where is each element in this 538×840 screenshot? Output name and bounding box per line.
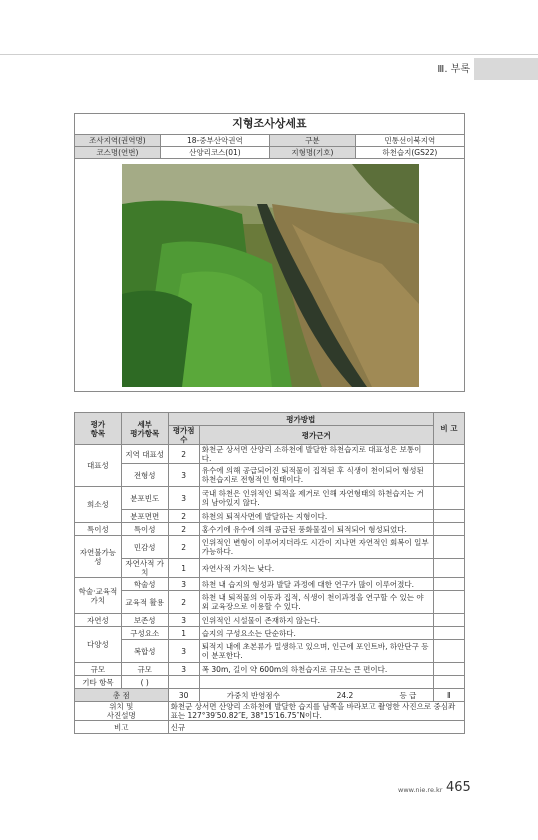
score-cell: 3 <box>168 614 199 627</box>
sub-cell: 학술성 <box>121 578 168 591</box>
sub-cell: 전형성 <box>121 464 168 487</box>
class-label: 구분 <box>269 135 355 147</box>
item-cell: 희소성 <box>75 487 122 523</box>
col-sub-header: 세부 평가항목 <box>121 413 168 445</box>
score-cell: 3 <box>168 578 199 591</box>
photo-cell <box>75 159 465 392</box>
photo-desc-label: 위치 및 사진설명 <box>75 702 169 721</box>
basis-cell: 자연사적 가치는 낮다. <box>199 559 433 578</box>
sub-cell: 규모 <box>121 663 168 676</box>
sub-cell: 자연사적 가치 <box>121 559 168 578</box>
weighted-label: 가중치 반영점수 <box>226 690 280 700</box>
col-note-header: 비 고 <box>433 413 464 445</box>
item-cell: 다양성 <box>75 627 122 663</box>
item-cell: 자연불가능성 <box>75 536 122 578</box>
basis-cell: 인위적인 변형이 이루어지더라도 시간이 지나면 자연적인 회복이 일부 가능하다. <box>199 536 433 559</box>
course-value: 산양리코스(01) <box>160 147 269 159</box>
landform-label: 지형명(기호) <box>269 147 355 159</box>
score-cell: 2 <box>168 445 199 464</box>
photo-desc-text: 화천군 상서면 산양리 소하천에 발달한 습지를 남쪽을 바라보고 촬영한 사진으로 중심좌표는 127°39′50.82″E, 38°15′16.75″N이다. <box>168 702 464 721</box>
note-cell <box>433 614 464 627</box>
section-tab <box>474 58 538 80</box>
basis-cell: 하천 내 퇴적물의 이동과 집적, 식생이 천이과정을 연구할 수 있는 야외 교육장으로 이용할 수 있다. <box>199 591 433 614</box>
summary-cell <box>199 689 433 702</box>
basis-cell: 하천 내 습지의 형성과 발달 과정에 대한 연구가 많이 이루어졌다. <box>199 578 433 591</box>
header-rule <box>0 54 538 55</box>
basis-cell: 폭 30m, 길이 약 600m의 하천습지로 규모는 큰 편이다. <box>199 663 433 676</box>
note-cell <box>433 627 464 640</box>
note-cell <box>433 640 464 663</box>
note-cell <box>433 578 464 591</box>
note-cell <box>433 536 464 559</box>
form-title: 지형조사상세표 <box>75 114 465 135</box>
score-cell: 3 <box>168 663 199 676</box>
sub-cell: 구성요소 <box>121 627 168 640</box>
region-label: 조사지역(권역명) <box>75 135 161 147</box>
evaluation-table <box>74 412 465 734</box>
note-cell <box>433 445 464 464</box>
basis-cell: 유수에 의해 공급되어진 퇴적물이 집적된 후 식생이 천이되어 형성된 하천습지로 전형적인 형태이다. <box>199 464 433 487</box>
footer-url: www.nie.re.kr <box>398 786 443 794</box>
item-cell: 특이성 <box>75 523 122 536</box>
grade-label: 등 급 <box>399 690 417 700</box>
note-cell <box>433 464 464 487</box>
class-value: 민통선이북지역 <box>355 135 464 147</box>
basis-cell: 인위적인 시설물이 존재하지 않는다. <box>199 614 433 627</box>
basis-cell: 국내 하천은 인위적인 퇴적을 제거로 인해 자연형태의 하천습지는 거의 남아있지 않다. <box>199 487 433 510</box>
note-cell <box>433 510 464 523</box>
grade-value: Ⅱ <box>433 689 464 702</box>
other-item-paren: ( ) <box>121 676 168 689</box>
item-cell: 학술·교육적 가치 <box>75 578 122 614</box>
total-value <box>168 689 199 702</box>
wetland-photo <box>122 164 419 387</box>
total-score: 30 <box>178 690 189 700</box>
basis-cell: 화천군 상서면 산양리 소하천에 발달한 하천습지로 대표성은 보통이다. <box>199 445 433 464</box>
course-label: 코스명(연번) <box>75 147 161 159</box>
section-label: Ⅲ. 부록 <box>437 64 470 75</box>
score-cell: 1 <box>168 559 199 578</box>
sub-cell: 특이성 <box>121 523 168 536</box>
note-cell <box>433 559 464 578</box>
sub-cell: 민감성 <box>121 536 168 559</box>
total-label: 총 점 <box>75 689 169 702</box>
sub-cell: 교육적 활용 <box>121 591 168 614</box>
score-cell: 2 <box>168 591 199 614</box>
landform-value: 하천습지(GS22) <box>355 147 464 159</box>
sub-cell: 분포면면 <box>121 510 168 523</box>
other-basis <box>199 676 433 689</box>
note-label: 비고 <box>75 721 169 734</box>
score-cell: 2 <box>168 510 199 523</box>
other-item-label: 기타 항목 <box>75 676 122 689</box>
other-note <box>433 676 464 689</box>
item-cell: 규모 <box>75 663 122 676</box>
sub-cell: 분포빈도 <box>121 487 168 510</box>
basis-cell: 습지의 구성요소는 단순하다. <box>199 627 433 640</box>
other-score <box>168 676 199 689</box>
col-score-header: 평가점수 <box>168 426 199 445</box>
note-cell <box>433 523 464 536</box>
score-cell: 3 <box>168 464 199 487</box>
col-item-header: 평가 항목 <box>75 413 122 445</box>
item-cell: 대표성 <box>75 445 122 487</box>
sub-cell: 보존성 <box>121 614 168 627</box>
note-cell <box>433 663 464 676</box>
score-cell: 2 <box>168 523 199 536</box>
region-value: 18-중부산악권역 <box>160 135 269 147</box>
col-basis-header: 평가근거 <box>199 426 433 445</box>
basis-cell: 하천의 퇴적사면에 발달하는 지형이다. <box>199 510 433 523</box>
page-number: 465 <box>446 780 471 795</box>
note-value: 신규 <box>168 721 464 734</box>
score-cell: 2 <box>168 536 199 559</box>
score-cell: 3 <box>168 487 199 510</box>
col-method-header: 평가방법 <box>168 413 433 426</box>
score-cell: 1 <box>168 627 199 640</box>
sub-cell: 복합성 <box>121 640 168 663</box>
item-cell: 자연성 <box>75 614 122 627</box>
basis-cell: 홍수기에 유수에 의해 공급된 풍화물질이 퇴적되어 형성되었다. <box>199 523 433 536</box>
sub-cell: 지역 대표성 <box>121 445 168 464</box>
score-cell: 3 <box>168 640 199 663</box>
note-cell <box>433 487 464 510</box>
note-cell <box>433 591 464 614</box>
basis-cell: 퇴적지 내에 초본류가 밀생하고 있으며, 인근에 포인트바, 하안단구 등이 분포한다. <box>199 640 433 663</box>
survey-header-table <box>74 113 465 392</box>
weighted-value: 24.2 <box>336 690 354 700</box>
